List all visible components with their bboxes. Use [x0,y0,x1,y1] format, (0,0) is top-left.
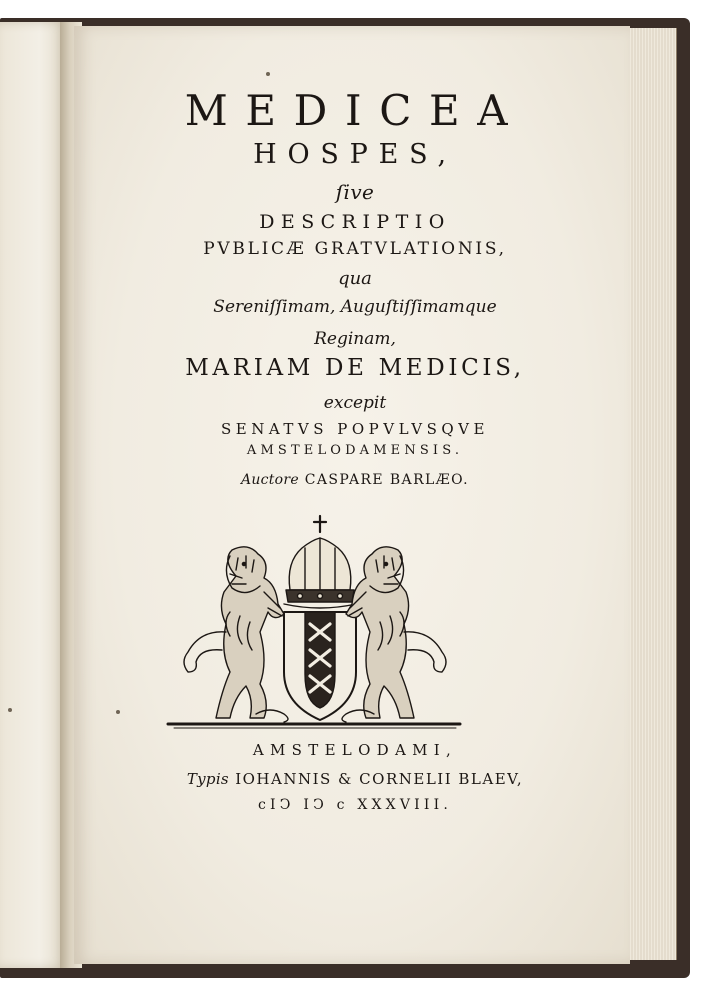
author-name: CASPARE BARLÆO. [304,472,470,488]
title-hospes: HOSPES, [253,139,457,170]
imprint-prefix: Typis [186,770,229,788]
foxing-spot [116,710,120,714]
foxing-spot [8,708,12,712]
title-amstelodamensis: AMSTELODAMENSIS. [246,443,464,458]
author-line [0,472,710,488]
lion-icon [346,547,446,718]
lion-icon [184,547,284,718]
author-prefix: Auctore [240,472,299,488]
title-serenissimam: Sereniſſimam, Auguſtiſſimamque [213,297,497,317]
shield-icon [284,612,356,720]
foxing-spot [266,72,270,76]
title-senatus-populusque: SENATVS POPVLVSQVE [221,420,489,438]
title-descriptio: DESCRIPTIO [259,211,451,233]
imprint-city: AMSTELODAMI, [252,741,458,759]
title-excepit: excepit [323,393,387,413]
crown-icon [284,516,356,608]
title-qua: qua [338,268,372,289]
title-mariam-de-medicis: MARIAM DE MEDICIS, [185,355,525,381]
imprint-printers-line [0,770,710,788]
title-sive: ſive [335,180,375,204]
imprint-printers: IOHANNIS & CORNELII BLAEV, [235,770,524,788]
title-reginam: Reginam, [314,329,396,349]
amsterdam-coat-of-arms-icon [160,512,470,734]
imprint-date: cIↃ IↃ c XXXVIII. [258,797,452,813]
title-publicae-gratulationis: PVBLICÆ GRATVLATIONIS, [203,239,507,259]
title-medicea: MEDICEA [184,86,526,135]
